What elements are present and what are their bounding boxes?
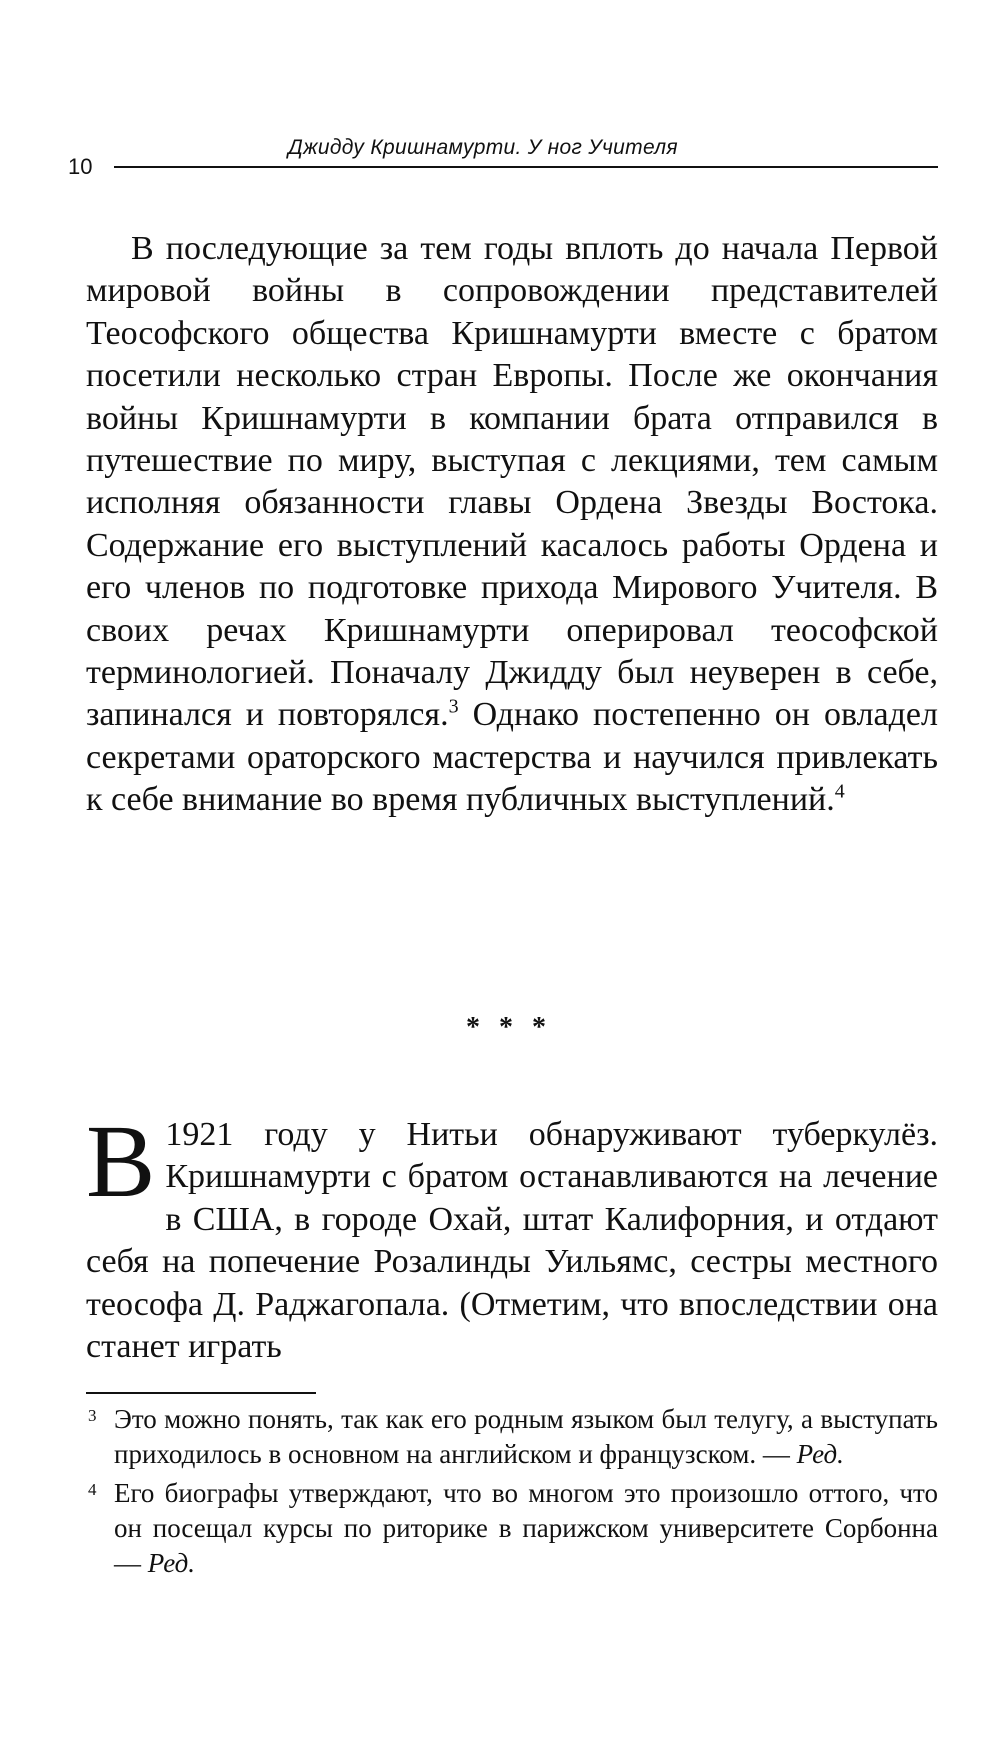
footnote xyxy=(86,1476,938,1581)
section-separator: * * * xyxy=(466,1012,552,1043)
footnote-reference[interactable]: 3 xyxy=(448,696,459,719)
main-text-block xyxy=(86,228,938,822)
footnote-reference[interactable]: 4 xyxy=(834,780,845,803)
page-number: 10 xyxy=(68,154,93,179)
footnote-mark: 3 xyxy=(88,1406,97,1425)
footnote-text: Это можно понять, так как его родным языком был телугу, а выступать приходилось в основном на английском и французском. — xyxy=(114,1404,938,1469)
paragraph-text: В последующие за тем годы вплоть до начала Первой мировой войны в сопровождении представителей Теософского общества Кришнамурти вместе с братом посетили несколько стран Европы. После же окончания войны Кришнамурти в компании брата отправился в путешествие по миру, выступая с лекциями, тем самым исполняя обязанности главы Ордена Звезды Востока. Содержание его выступлений касалось работы Ордена и его членов по подготовке прихода Мирового Учителя. В своих речах Кришнамурти оперировал теософской терминологией. Поначалу Джидду был неуверен в себе, запинался и повторялся. xyxy=(86,230,938,734)
running-header xyxy=(68,136,938,179)
drop-cap: В xyxy=(86,1104,156,1219)
paragraph xyxy=(86,1104,938,1368)
paragraph-text: Однако постепенно он овладел секретами ораторского мастерства и научился привлекать к себе внимание во время публичных выступлений. xyxy=(86,696,938,819)
footnote-rule xyxy=(86,1392,316,1394)
editor-note: Ред. xyxy=(147,1548,195,1578)
footnote xyxy=(86,1402,938,1472)
footnotes xyxy=(86,1402,938,1585)
footnote-text: Его биографы утверждают, что во многом это произошло оттого, что он посещал курсы по риторике в парижском университете Сорбонна — xyxy=(114,1478,938,1578)
footnote-mark: 4 xyxy=(88,1480,97,1499)
running-title: Джидду Кришнамурти. У ног Учителя xyxy=(288,136,678,159)
paragraph xyxy=(86,228,938,822)
header-rule xyxy=(114,166,938,168)
editor-note: Ред. xyxy=(796,1439,844,1469)
second-text-block xyxy=(86,1104,938,1368)
paragraph-text: 1921 году у Нитьи обнаруживают туберкулёз. Кришнамурти с братом останавливаются на лечение в США, в городе Охай, штат Калифорния, и отдают себя на попечение Розалинды Уильямс, сестры местного теософа Д. Раджагопала. (Отметим, что впоследствии она станет играть xyxy=(86,1116,938,1366)
